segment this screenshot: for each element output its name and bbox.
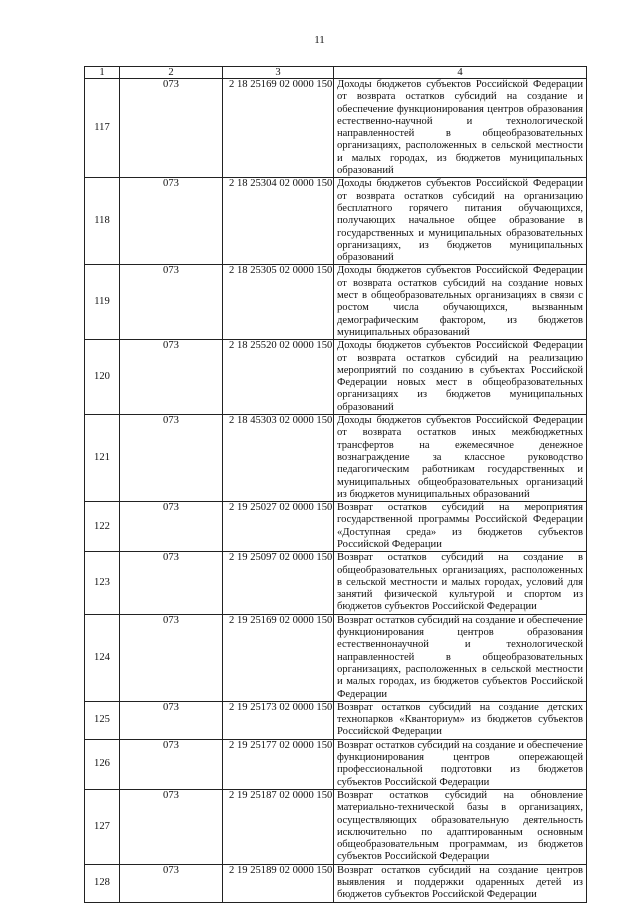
description-cell: Доходы бюджетов субъектов Российской Федерации от возврата остатков иных межбюджетных трансфертов на ежемесячное денежное вознаграждение за классное руководство педагогическим работникам государственных и муниципальных общеобразовательных организаций из бюджетов муниципальных образований — [334, 415, 587, 502]
description-cell: Возврат остатков субсидий на создание и обеспечение функционирования центров образования естественнонаучной и технологической направленностей в общеобразовательных организациях, расположенных в сельской местности и малых городах, из бюджетов субъектов Российской Федерации — [334, 614, 587, 701]
row-number-cell: 122 — [85, 502, 120, 552]
table-row — [85, 701, 587, 739]
admin-code-cell: 073 — [120, 614, 223, 701]
table-row — [85, 79, 587, 178]
admin-code-cell: 073 — [120, 415, 223, 502]
budget-codes-table — [84, 66, 587, 903]
budget-code-cell: 2 19 25169 02 0000 150 — [223, 614, 334, 701]
admin-code-cell: 073 — [120, 340, 223, 415]
budget-code-cell: 2 19 25177 02 0000 150 — [223, 739, 334, 789]
budget-code-cell: 2 19 25189 02 0000 150 — [223, 864, 334, 902]
budget-code-cell: 2 18 25304 02 0000 150 — [223, 178, 334, 265]
table-row — [85, 340, 587, 415]
table-body — [85, 67, 587, 903]
row-number-cell: 125 — [85, 701, 120, 739]
column-header-admin-code: 2 — [120, 67, 223, 79]
row-number-cell: 118 — [85, 178, 120, 265]
row-number-cell: 127 — [85, 789, 120, 864]
admin-code-cell: 073 — [120, 701, 223, 739]
table-row — [85, 552, 587, 614]
budget-code-cell: 2 18 25520 02 0000 150 — [223, 340, 334, 415]
table-row — [85, 864, 587, 902]
budget-code-cell: 2 19 25187 02 0000 150 — [223, 789, 334, 864]
row-number-cell: 120 — [85, 340, 120, 415]
table-header-row — [85, 67, 587, 79]
table-row — [85, 502, 587, 552]
description-cell: Доходы бюджетов субъектов Российской Федерации от возврата остатков субсидий на организацию бесплатного горячего питания обучающихся, получающих начальное общее образование в государственных и муниципальных образовательных организациях, из бюджетов муниципальных образований — [334, 178, 587, 265]
budget-code-cell: 2 18 25305 02 0000 150 — [223, 265, 334, 340]
description-cell: Доходы бюджетов субъектов Российской Федерации от возврата остатков субсидий на создание и обеспечение функционирования центров образования естественно-научной и технологической направленностей в общеобразовательных организациях, расположенных в сельской местности и малых городах, из бюджетов муниципальных образований — [334, 79, 587, 178]
admin-code-cell: 073 — [120, 864, 223, 902]
row-number-cell: 128 — [85, 864, 120, 902]
column-header-row-number: 1 — [85, 67, 120, 79]
description-cell: Возврат остатков субсидий на создание и обеспечение функционирования центров опережающей профессиональной подготовки из бюджетов субъектов Российской Федерации — [334, 739, 587, 789]
row-number-cell: 119 — [85, 265, 120, 340]
description-cell: Возврат остатков субсидий на создание в общеобразовательных организациях, расположенных в сельской местности и малых городах, условий для занятий физической культурой и спортом из бюджетов субъектов Российской Федерации — [334, 552, 587, 614]
budget-code-cell: 2 19 25027 02 0000 150 — [223, 502, 334, 552]
budget-code-cell: 2 19 25173 02 0000 150 — [223, 701, 334, 739]
admin-code-cell: 073 — [120, 739, 223, 789]
row-number-cell: 126 — [85, 739, 120, 789]
row-number-cell: 117 — [85, 79, 120, 178]
table-row — [85, 789, 587, 864]
column-header-budget-code: 3 — [223, 67, 334, 79]
table-row — [85, 415, 587, 502]
description-cell: Возврат остатков субсидий на создание центров выявления и поддержки одаренных детей из бюджетов субъектов Российской Федерации — [334, 864, 587, 902]
admin-code-cell: 073 — [120, 79, 223, 178]
column-header-description: 4 — [334, 67, 587, 79]
description-cell: Возврат остатков субсидий на мероприятия государственной программы Российской Федерации «Доступная среда» из бюджетов субъектов Российской Федерации — [334, 502, 587, 552]
admin-code-cell: 073 — [120, 265, 223, 340]
row-number-cell: 124 — [85, 614, 120, 701]
admin-code-cell: 073 — [120, 552, 223, 614]
table-row — [85, 614, 587, 701]
description-cell: Доходы бюджетов субъектов Российской Федерации от возврата остатков субсидий на реализацию мероприятий по созданию в субъектах Российской Федерации новых мест в общеобразовательных организациях из бюджетов муниципальных образований — [334, 340, 587, 415]
table-row — [85, 739, 587, 789]
description-cell: Возврат остатков субсидий на создание детских технопарков «Кванториум» из бюджетов субъектов Российской Федерации — [334, 701, 587, 739]
page-number: 11 — [314, 34, 325, 46]
row-number-cell: 123 — [85, 552, 120, 614]
budget-code-cell: 2 18 25169 02 0000 150 — [223, 79, 334, 178]
description-cell: Возврат остатков субсидий на обновление материально-технической базы в организациях, осуществляющих образовательную деятельность исключительно по адаптированным основным общеобразовательным программам, из бюджетов субъектов Российской Федерации — [334, 789, 587, 864]
admin-code-cell: 073 — [120, 178, 223, 265]
budget-code-cell: 2 18 45303 02 0000 150 — [223, 415, 334, 502]
table-row — [85, 265, 587, 340]
admin-code-cell: 073 — [120, 502, 223, 552]
description-cell: Доходы бюджетов субъектов Российской Федерации от возврата остатков субсидий на создание новых мест в общеобразовательных организациях в связи с ростом числа обучающихся, вызванным демографическим фактором, из бюджетов муниципальных образований — [334, 265, 587, 340]
table-row — [85, 178, 587, 265]
budget-code-cell: 2 19 25097 02 0000 150 — [223, 552, 334, 614]
row-number-cell: 121 — [85, 415, 120, 502]
admin-code-cell: 073 — [120, 789, 223, 864]
